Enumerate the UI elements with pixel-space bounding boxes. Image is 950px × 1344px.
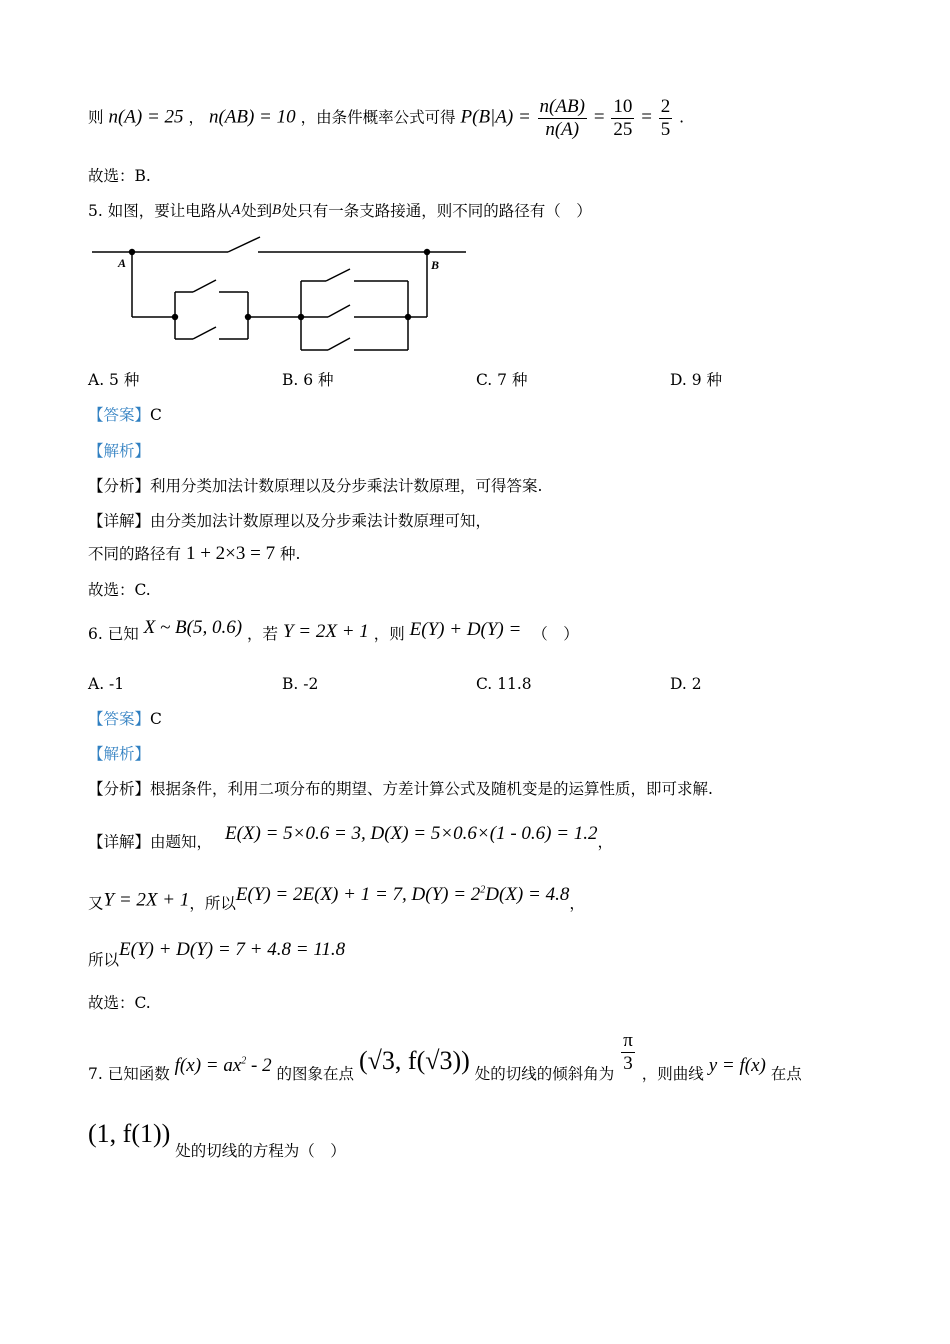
frac-numerator: 2 xyxy=(660,96,671,117)
q6-stem-text-b: ，若 xyxy=(247,625,279,643)
q5-stem-text-c: 处只有一条支路接通，则不同的路径有（ ） xyxy=(281,202,592,220)
q7-stem-text-e: 在点 xyxy=(770,1065,802,1083)
label-a: A xyxy=(118,256,127,270)
node-b xyxy=(424,249,430,255)
q7-stem-line2 xyxy=(88,1119,346,1164)
text-comma: ， xyxy=(569,894,585,913)
q5-stem-text-b: 处到 xyxy=(241,202,273,220)
q6-conclusion: 故选：C. xyxy=(88,994,151,1012)
text-formula-desc: ，由条件概率公式可得 xyxy=(300,108,456,127)
xiangjie-text: 由题知， xyxy=(150,833,213,851)
q6-answer xyxy=(88,709,162,729)
text-comma: ， xyxy=(597,833,614,851)
path-text-pre: 不同的路径有 xyxy=(88,545,182,563)
g1-top-switch xyxy=(193,280,216,292)
path-text-post: 种. xyxy=(280,545,301,563)
math-result: E(Y) + D(Y) = 7 + 4.8 = 11.8 xyxy=(119,939,346,960)
top-switch xyxy=(228,237,260,252)
frac-denominator: n(A) xyxy=(545,119,580,140)
answer-tag: 【答案】 xyxy=(88,406,151,424)
label-b: B xyxy=(431,258,440,272)
math-ey-dy-part1: E(Y) = 2E(X) + 1 = 7, D(Y) = 2 xyxy=(235,884,481,906)
q6-option-c[interactable]: C. 11.8 xyxy=(476,675,532,693)
math-ey-dy xyxy=(236,884,569,905)
math-point-1: (1, f(1)) xyxy=(88,1119,171,1148)
frac-numerator: π xyxy=(623,1030,633,1051)
q5-answer xyxy=(88,405,162,425)
text-period: . xyxy=(679,108,685,127)
fenxi-tag: 【分析】 xyxy=(88,477,151,495)
math-equals: = xyxy=(593,106,610,128)
q5-stem-text-a: 5. 如图，要让电路从 xyxy=(88,202,232,220)
math-y-fx: y = f(x) xyxy=(708,1055,766,1076)
math-y-def: Y = 2X + 1 xyxy=(282,621,369,642)
math-equals: = xyxy=(641,106,657,128)
node-g2-right xyxy=(405,314,411,320)
q5-stem xyxy=(88,201,592,221)
frac-denominator: 5 xyxy=(660,119,671,140)
q5-path-count xyxy=(88,544,300,564)
q6-fenxi xyxy=(88,779,713,799)
math-ey-dy-part2: D(X) = 4.8 xyxy=(485,884,570,906)
q6-stem-text-d: （ ） xyxy=(532,625,579,643)
q6-stem-text-c: ，则 xyxy=(373,625,405,643)
q5-option-c[interactable]: C. 7 种 xyxy=(476,371,528,389)
answer-value: C xyxy=(150,710,162,728)
frac-numerator: n(AB) xyxy=(539,96,585,117)
q6-analysis-tag: 【解析】 xyxy=(88,745,151,763)
answer-value: C xyxy=(150,406,162,424)
q7-stem-text-a: 7. 已知函数 xyxy=(88,1065,170,1083)
q6-stem xyxy=(88,618,579,644)
node-g1-right xyxy=(245,314,251,320)
frac-denominator: 25 xyxy=(613,119,633,140)
q5-conclusion: 故选：C. xyxy=(88,581,151,599)
math-path-count: 1 + 2×3 = 7 xyxy=(185,543,276,564)
q6-option-d[interactable]: D. 2 xyxy=(670,675,702,693)
q5-option-b[interactable]: B. 6 种 xyxy=(282,371,334,389)
node-g1-left xyxy=(172,314,178,320)
frac-numerator: 10 xyxy=(613,96,633,117)
fraction-2-over-5 xyxy=(659,96,673,141)
text-you: 又 xyxy=(88,894,104,913)
math-fx-part2: - 2 xyxy=(246,1055,272,1076)
node-g2-left xyxy=(298,314,304,320)
xiangjie-tag: 【详解】 xyxy=(88,512,151,530)
answer-tag: 【答案】 xyxy=(88,710,151,728)
q7-stem-line1 xyxy=(88,1030,802,1083)
conditional-probability-line xyxy=(88,96,684,141)
math-binomial: X ~ B(5, 0.6) xyxy=(143,617,243,638)
math-point-sqrt3: (√3, f(√3)) xyxy=(359,1046,470,1075)
q6-stem-text-a: 6. 已知 xyxy=(88,625,139,643)
node-a xyxy=(129,249,135,255)
circuit-diagram xyxy=(88,234,473,356)
fenxi-text: 根据条件，利用二项分布的期望、方差计算公式及随机变是的运算性质，即可求解. xyxy=(150,780,713,798)
math-ey-plus-dy: E(Y) + D(Y) = xyxy=(409,619,522,640)
fraction-nAB-over-nA xyxy=(538,96,587,141)
q5-point-B: B xyxy=(272,203,282,218)
math-exponent: 2 xyxy=(480,885,486,896)
q6-xiangjie xyxy=(88,824,613,852)
math-exponent: 2 xyxy=(241,1055,247,1067)
q6-you xyxy=(88,881,585,913)
q7-stem-text-b: 的图象在点 xyxy=(276,1065,355,1083)
math-nA: n(A) = 25 xyxy=(108,106,184,128)
frac-denominator: 3 xyxy=(623,1053,633,1074)
g2-top-switch xyxy=(326,269,350,281)
q5-option-d[interactable]: D. 9 种 xyxy=(670,371,723,389)
fenxi-tag: 【分析】 xyxy=(88,780,151,798)
math-P-B-given-A: P(B|A) = xyxy=(460,106,536,128)
q5-xiangjie xyxy=(88,511,491,531)
fraction-pi-over-3 xyxy=(621,1030,635,1075)
q6-option-b[interactable]: B. -2 xyxy=(282,675,319,693)
xiangjie-text: 由分类加法计数原理以及分步乘法计数原理可知， xyxy=(150,512,492,530)
g2-mid-switch xyxy=(328,305,350,317)
q6-so xyxy=(88,940,345,970)
math-y-def-2: Y = 2X + 1 xyxy=(103,889,190,911)
q5-option-a[interactable]: A. 5 种 xyxy=(88,371,140,389)
q5-analysis-tag: 【解析】 xyxy=(88,442,151,460)
g1-bot-switch xyxy=(193,327,216,339)
q5-point-A: A xyxy=(231,203,242,218)
math-fx-part1: f(x) = ax xyxy=(174,1055,242,1076)
fraction-10-over-25 xyxy=(611,96,634,141)
g2-bot-switch xyxy=(328,338,350,350)
fenxi-text: 利用分类加法计数原理以及分步乘法计数原理，可得答案. xyxy=(150,477,543,495)
prev-conclusion: 故选：B. xyxy=(88,167,151,185)
q7-stem-text-c: 处的切线的倾斜角为 xyxy=(474,1065,615,1083)
xiangjie-tag: 【详解】 xyxy=(88,833,151,851)
text-ze: 则 xyxy=(88,108,104,127)
math-fx-def xyxy=(175,1055,272,1076)
text-suoyi: 所以 xyxy=(88,951,120,969)
text-suoyi: ，所以 xyxy=(189,894,236,913)
math-nAB: n(AB) = 10 xyxy=(208,106,296,128)
q5-fenxi xyxy=(88,476,542,496)
q7-stem-text-d: ，则曲线 xyxy=(641,1065,704,1083)
q6-option-a[interactable]: A. -1 xyxy=(88,675,125,693)
text-sep: ， xyxy=(188,108,204,127)
math-ex-dx: E(X) = 5×0.6 = 3, D(X) = 5×0.6×(1 - 0.6) = 1.2 xyxy=(224,823,598,844)
q7-stem-text-f: 处的切线的方程为（ ） xyxy=(175,1142,346,1160)
